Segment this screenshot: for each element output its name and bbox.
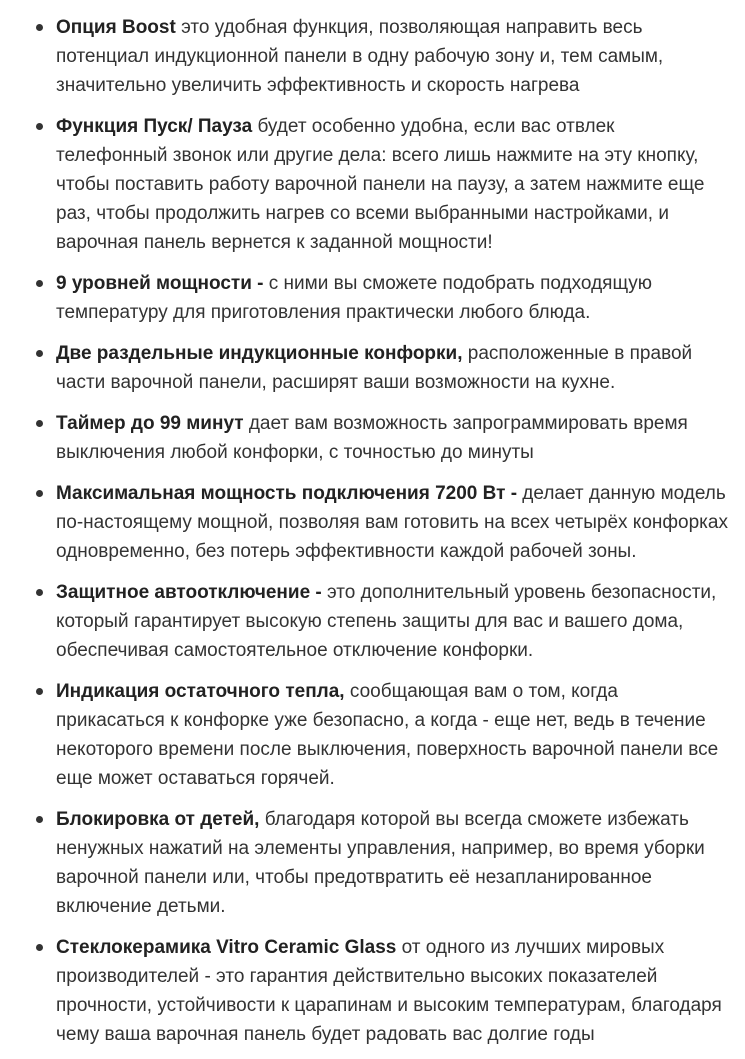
bullet-dot-icon (36, 589, 43, 596)
feature-item-lead: 9 уровней мощности - (56, 273, 264, 294)
feature-item-two-burners (36, 339, 731, 397)
feature-item-body: сообщающая вам о том, когда прикасаться к конфорке уже безопасно, а когда - еще нет, ведь в течение некоторого времени после выключения, поверхность варочной панели все еще может оставаться горячей. (56, 681, 719, 789)
feature-item-body: благодаря которой вы всегда сможете избежать ненужных нажатий на элементы управления, например, во время уборки варочной панели или, чтобы предотвратить её незапланированное включение детьми. (56, 809, 705, 917)
feature-item-lead: Индикация остаточного тепла, (56, 681, 345, 702)
feature-item-body: дает вам возможность запрограммировать время выключения любой конфорки, с точностью до минуты (56, 413, 688, 463)
feature-item-body: от одного из лучших мировых производителей - это гарантия действительно высоких показателей прочности, устойчивости к царапинам и высоким температурам, благодаря чему ваша варочная панель будет радовать вас долгие годы (56, 937, 722, 1045)
bullet-dot-icon (36, 123, 43, 130)
feature-item-residual-heat (36, 677, 731, 793)
feature-item-lead: Защитное автоотключение - (56, 582, 322, 603)
bullet-dot-icon (36, 816, 43, 823)
bullet-dot-icon (36, 490, 43, 497)
feature-item-body: будет особенно удобна, если вас отвлек телефонный звонок или другие дела: всего лишь нажмите на эту кнопку, чтобы поставить работу варочной панели на паузу, а затем нажмите еще раз, чтобы продолжить нагрев со всеми выбранными настройками, и варочная панель вернется к заданной мощности! (56, 116, 705, 253)
feature-item-lead: Две раздельные индукционные конфорки, (56, 343, 463, 364)
bullet-dot-icon (36, 24, 43, 31)
feature-item-auto-shutoff (36, 578, 731, 665)
bullet-dot-icon (36, 420, 43, 427)
feature-item-boost (36, 13, 731, 100)
feature-item-body: это дополнительный уровень безопасности, который гарантирует высокую степень защиты для вас и вашего дома, обеспечивая самостоятельное отключение конфорки. (56, 582, 717, 661)
feature-item-lead: Стеклокерамика Vitro Ceramic Glass (56, 937, 397, 958)
bullet-dot-icon (36, 688, 43, 695)
bullet-dot-icon (36, 280, 43, 287)
feature-item-lead: Опция Boost (56, 17, 176, 38)
feature-item-power-levels (36, 269, 731, 327)
feature-item-start-pause (36, 112, 731, 257)
feature-item-body: с ними вы сможете подобрать подходящую температуру для приготовления практически любого блюда. (56, 273, 653, 323)
feature-item-lead: Функция Пуск/ Пауза (56, 116, 253, 137)
feature-item-max-power (36, 479, 731, 566)
feature-item-vitro-ceramic (36, 933, 731, 1049)
bullet-dot-icon (36, 944, 43, 951)
feature-item-body: это удобная функция, позволяющая направить весь потенциал индукционной панели в одну рабочую зону и, тем самым, значительно увеличить эффективность и скорость нагрева (56, 17, 664, 96)
feature-item-body: делает данную модель по-настоящему мощной, позволяя вам готовить на всех четырёх конфорках одновременно, без потерь эффективности каждой рабочей зоны. (56, 483, 728, 562)
bullet-dot-icon (36, 350, 43, 357)
feature-item-body: расположенные в правой части варочной панели, расширят ваши возможности на кухне. (56, 343, 693, 393)
feature-item-child-lock (36, 805, 731, 921)
feature-item-timer (36, 409, 731, 467)
feature-item-lead: Таймер до 99 минут (56, 413, 244, 434)
feature-item-lead: Максимальная мощность подключения 7200 Вт - (56, 483, 518, 504)
feature-item-lead: Блокировка от детей, (56, 809, 260, 830)
